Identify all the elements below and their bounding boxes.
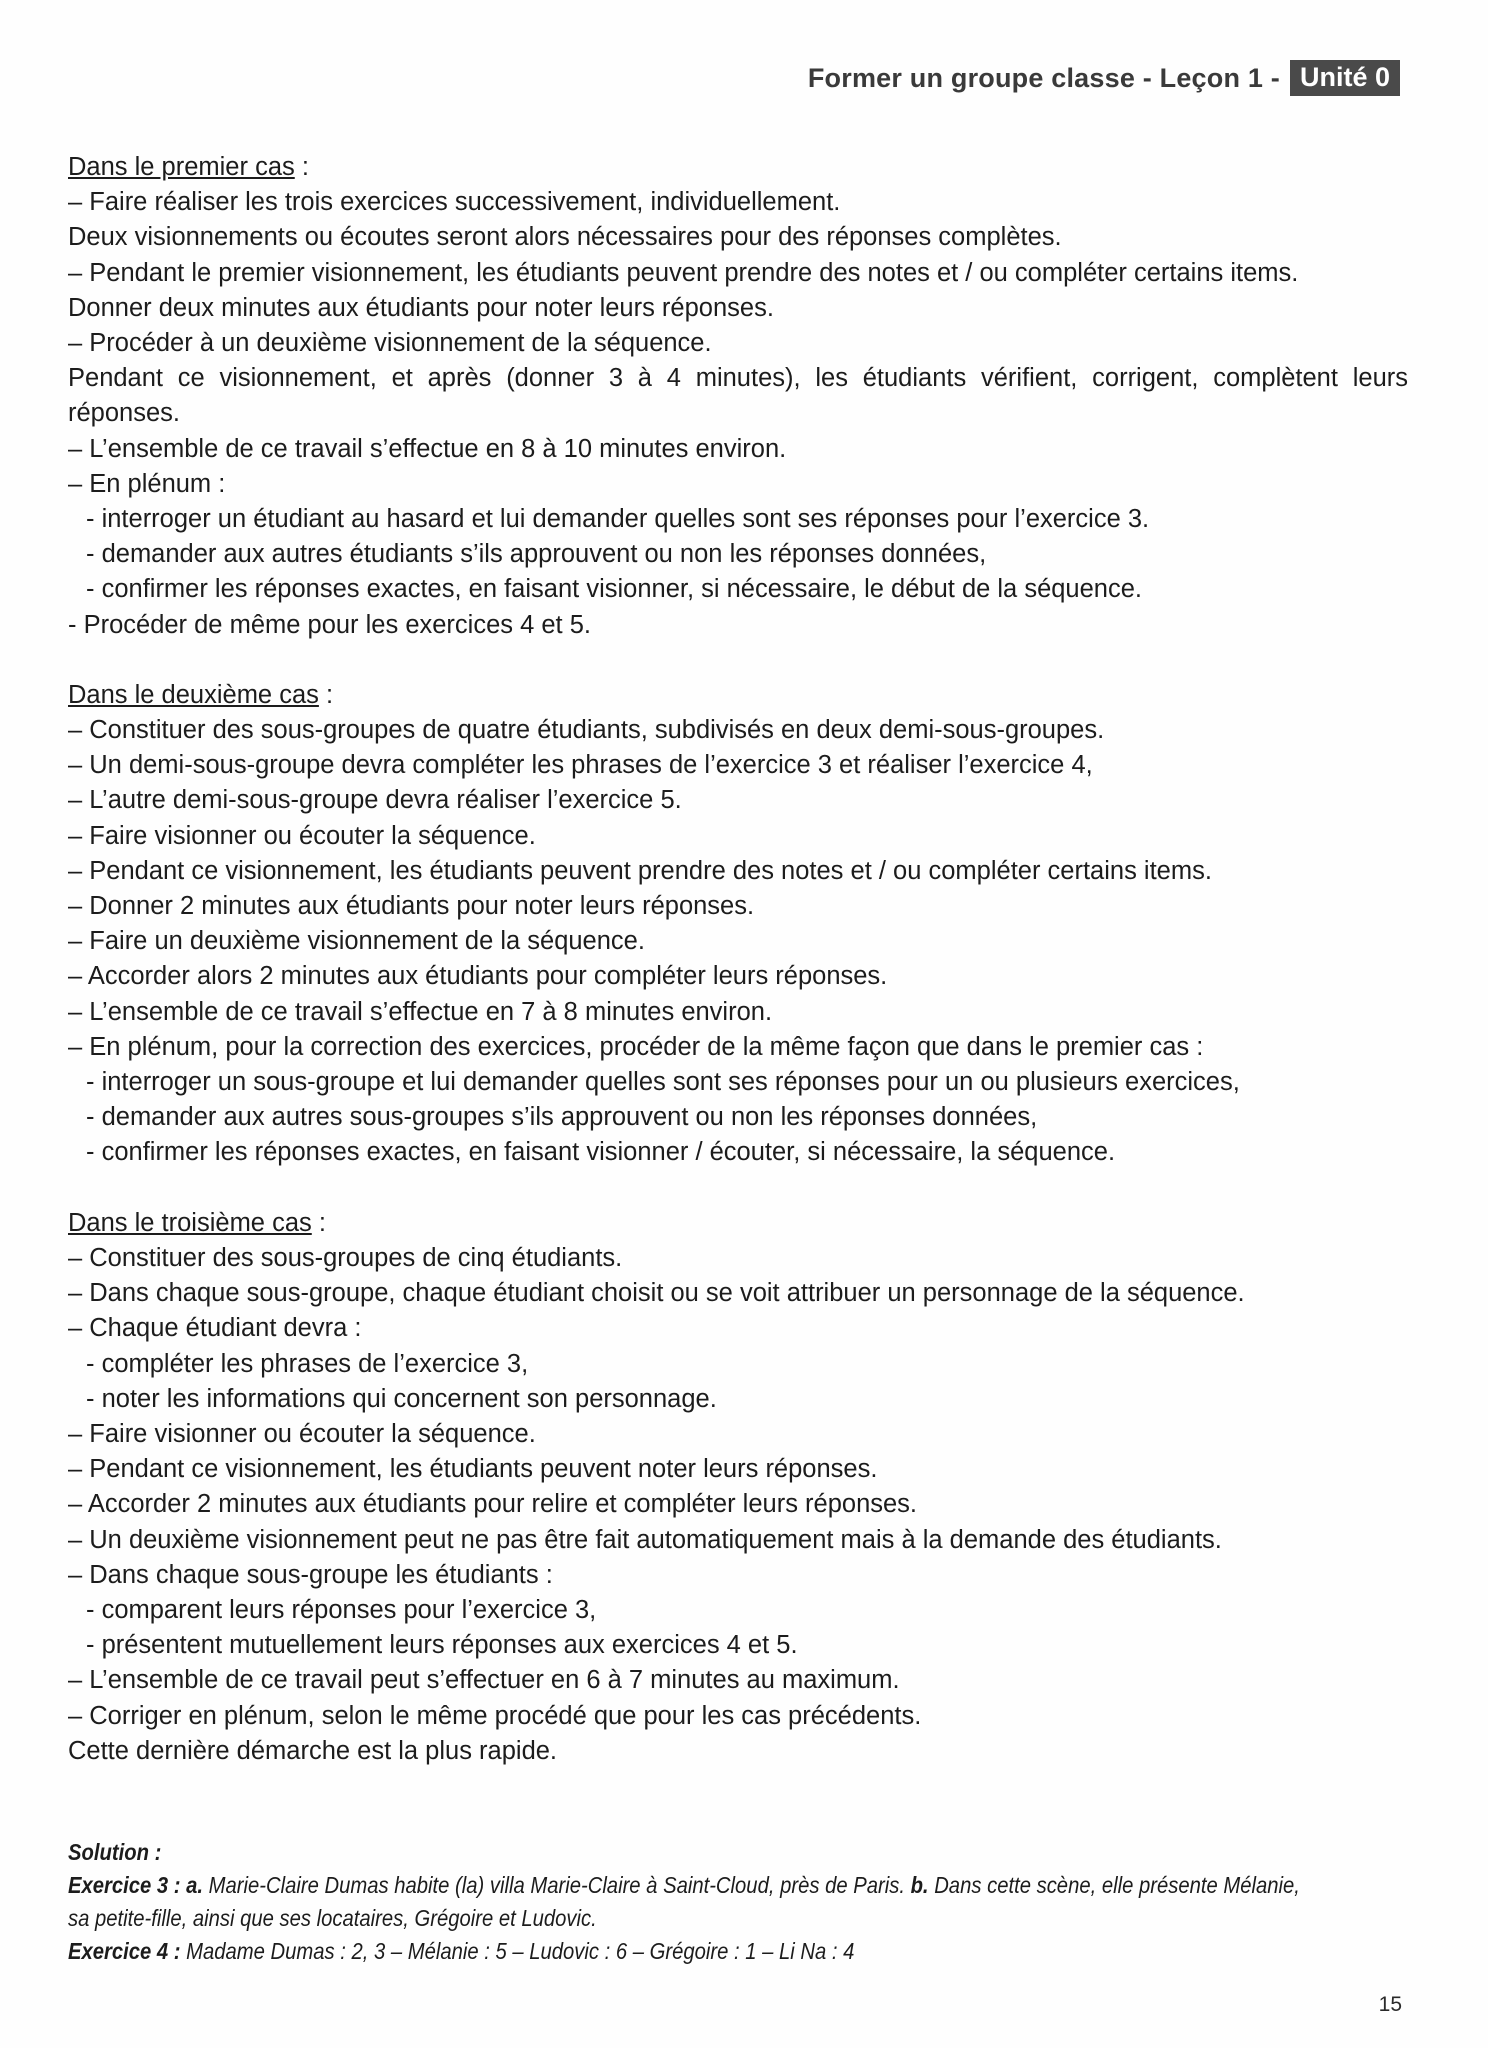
- main-content: [68, 150, 1408, 1769]
- section-case-1: [68, 150, 1408, 643]
- exercise-3-answer-b: Dans cette scène, elle présente Mélanie,: [928, 1872, 1300, 1898]
- heading-colon: :: [318, 680, 334, 709]
- list-item: – Pendant ce visionnement, les étudiants peuvent prendre des notes et / ou compléter certains items.: [68, 856, 1212, 885]
- list-item: – Accorder 2 minutes aux étudiants pour relire et compléter leurs réponses.: [68, 1490, 918, 1519]
- solution-heading: [68, 1836, 1406, 1869]
- heading-colon: :: [311, 1208, 326, 1237]
- exercise-4-label: Exercice 4 :: [68, 1938, 181, 1964]
- list-subitem: - demander aux autres sous-groupes s’ils approuvent ou non les réponses données,: [86, 1103, 1038, 1132]
- heading-colon: :: [294, 153, 309, 181]
- list-subitem: - comparent leurs réponses pour l’exercice 3,: [86, 1595, 597, 1624]
- list-item: – Faire un deuxième visionnement de la séquence.: [68, 927, 645, 956]
- running-header: [808, 60, 1400, 96]
- list-item: – Un deuxième visionnement peut ne pas être fait automatiquement mais à la demande des étudiants.: [68, 1525, 1222, 1554]
- list-item: - Procéder de même pour les exercices 4 et 5.: [68, 610, 591, 639]
- solution-exercise-4: [68, 1935, 1406, 1968]
- list-item: – L’ensemble de ce travail s’effectue en 8 à 10 minutes environ.: [68, 434, 787, 463]
- list-item: Pendant ce visionnement, et après (donner 3 à 4 minutes), les étudiants vérifient, corrigent, complètent leurs réponses.: [68, 364, 1408, 428]
- section-heading: [68, 678, 1408, 713]
- solution-exercise-3: [68, 1869, 1406, 1902]
- list-item: – En plénum :: [68, 469, 226, 498]
- list-subitem: - demander aux autres étudiants s’ils approuvent ou non les réponses données,: [86, 540, 987, 569]
- exercise-3-b-label: b.: [910, 1872, 929, 1898]
- header-title: Former un groupe classe - Leçon 1 -: [807, 62, 1280, 93]
- list-subitem: - interroger un sous-groupe et lui demander quelles sont ses réponses pour un ou plusieurs exercices,: [86, 1068, 1240, 1097]
- list-item: – L’ensemble de ce travail peut s’effectuer en 6 à 7 minutes au maximum.: [68, 1666, 900, 1695]
- list-item: – Constituer des sous-groupes de cinq étudiants.: [68, 1243, 623, 1272]
- section-case-3: [68, 1206, 1408, 1769]
- section-heading: [68, 1206, 1408, 1241]
- list-subitem: - interroger un étudiant au hasard et lui demander quelles sont ses réponses pour l’exercice 3.: [86, 505, 1150, 534]
- list-item: Donner deux minutes aux étudiants pour noter leurs réponses.: [68, 293, 774, 322]
- list-subitem: - noter les informations qui concernent son personnage.: [86, 1384, 717, 1413]
- list-item: – Donner 2 minutes aux étudiants pour noter leurs réponses.: [68, 892, 755, 921]
- list-item: – Pendant le premier visionnement, les étudiants peuvent prendre des notes et / ou compléter certains items.: [68, 258, 1299, 287]
- list-subitem: - compléter les phrases de l’exercice 3,: [86, 1349, 529, 1378]
- list-subitem: - présentent mutuellement leurs réponses aux exercices 4 et 5.: [86, 1631, 798, 1660]
- list-subitem: - confirmer les réponses exactes, en faisant visionner, si nécessaire, le début de la séquence.: [86, 575, 1142, 604]
- list-item: – L’ensemble de ce travail s’effectue en 7 à 8 minutes environ.: [68, 997, 773, 1026]
- list-item: – Faire réaliser les trois exercices successivement, individuellement.: [68, 188, 841, 217]
- list-item: – En plénum, pour la correction des exercices, procéder de la même façon que dans le premier cas :: [68, 1032, 1204, 1061]
- list-item: – L’autre demi-sous-groupe devra réaliser l’exercice 5.: [68, 786, 682, 815]
- list-item: – Faire visionner ou écouter la séquence.: [68, 821, 536, 850]
- list-item: – Dans chaque sous-groupe les étudiants :: [68, 1560, 553, 1589]
- solution-exercise-3-continued: sa petite-fille, ainsi que ses locataires, Grégoire et Ludovic.: [68, 1905, 597, 1931]
- list-item: Cette dernière démarche est la plus rapide.: [68, 1736, 558, 1765]
- exercise-4-answer: Madame Dumas : 2, 3 – Mélanie : 5 – Ludovic : 6 – Grégoire : 1 – Li Na : 4: [180, 1938, 855, 1964]
- list-item: – Pendant ce visionnement, les étudiants peuvent noter leurs réponses.: [68, 1455, 878, 1484]
- unit-badge: Unité 0: [1290, 60, 1400, 96]
- list-item: – Un demi-sous-groupe devra compléter les phrases de l’exercice 3 et réaliser l’exercice 4,: [68, 751, 1093, 780]
- heading-text: Dans le troisième cas: [68, 1208, 312, 1237]
- list-item: – Accorder alors 2 minutes aux étudiants pour compléter leurs réponses.: [68, 962, 888, 991]
- exercise-3-answer-a: Marie-Claire Dumas habite (la) villa Marie-Claire à Saint-Cloud, près de Paris.: [203, 1872, 911, 1898]
- list-item: – Dans chaque sous-groupe, chaque étudiant choisit ou se voit attribuer un personnage de la séquence.: [68, 1279, 1245, 1308]
- list-item: Deux visionnements ou écoutes seront alors nécessaires pour des réponses complètes.: [68, 223, 1062, 252]
- list-item: – Procéder à un deuxième visionnement de la séquence.: [68, 329, 712, 358]
- list-item: – Constituer des sous-groupes de quatre étudiants, subdivisés en deux demi-sous-groupes.: [68, 716, 1105, 745]
- exercise-3-label: Exercice 3 : a.: [68, 1872, 204, 1898]
- list-subitem: - confirmer les réponses exactes, en faisant visionner / écouter, si nécessaire, la séquence.: [86, 1138, 1116, 1167]
- list-item: – Chaque étudiant devra :: [68, 1314, 362, 1343]
- section-case-2: [68, 678, 1408, 1171]
- heading-text: Dans le deuxième cas: [68, 680, 319, 709]
- solution-block: [68, 1836, 1406, 1968]
- section-heading: [68, 150, 1408, 185]
- solution-heading-text: Solution :: [68, 1839, 162, 1865]
- heading-text: Dans le premier cas: [68, 153, 295, 181]
- list-item: – Faire visionner ou écouter la séquence.: [68, 1419, 536, 1448]
- page-number: 15: [1378, 1993, 1402, 2016]
- list-item: – Corriger en plénum, selon le même procédé que pour les cas précédents.: [68, 1701, 922, 1730]
